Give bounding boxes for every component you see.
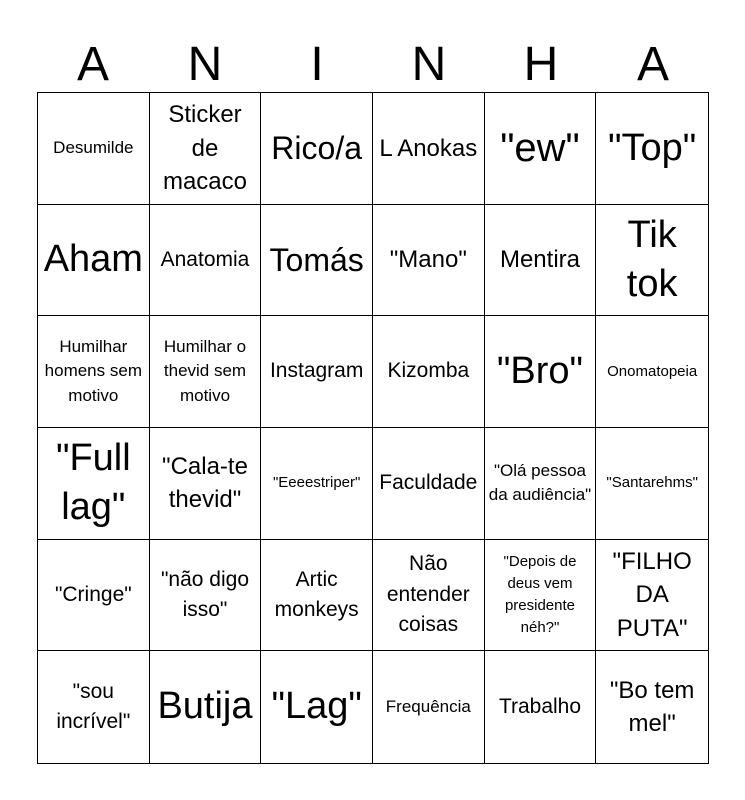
bingo-cell xyxy=(261,651,373,763)
cell-text: "sou incrível" xyxy=(56,679,131,734)
cell-text: "Cala-te thevid" xyxy=(162,452,248,514)
bingo-cell xyxy=(150,428,262,540)
cell-text: Trabalho xyxy=(498,694,582,718)
bingo-cell xyxy=(485,428,597,540)
bingo-cell xyxy=(485,93,597,205)
bingo-cell xyxy=(596,651,708,763)
cell-text: L Anokas xyxy=(379,134,478,162)
cell-text: "Bro" xyxy=(496,349,584,392)
header-letter: H xyxy=(523,38,559,91)
bingo-cell xyxy=(596,205,708,317)
bingo-cell xyxy=(150,93,262,205)
bingo-cell xyxy=(150,316,262,428)
cell-text: Sticker de macaco xyxy=(162,100,248,196)
cell-text: Kizomba xyxy=(387,359,470,383)
cell-text: Desumilde xyxy=(53,138,134,157)
bingo-cell xyxy=(261,93,373,205)
bingo-cell xyxy=(596,316,708,428)
bingo-cell xyxy=(261,205,373,317)
header-letter: N xyxy=(187,38,223,91)
cell-text: Humilhar homens sem motivo xyxy=(44,336,142,405)
bingo-cell xyxy=(596,428,708,540)
bingo-header xyxy=(37,38,709,92)
cell-text: "Lag" xyxy=(271,685,362,728)
cell-text: Instagram xyxy=(269,359,364,383)
cell-text: "Full lag" xyxy=(55,436,131,529)
bingo-cell xyxy=(373,93,485,205)
bingo-cell xyxy=(596,540,708,652)
bingo-cell xyxy=(373,316,485,428)
cell-text: "Depois de deus vem presidente néh?" xyxy=(503,553,577,636)
cell-text: Tik tok xyxy=(626,213,678,305)
cell-text: Artic monkeys xyxy=(274,567,359,621)
bingo-cell xyxy=(373,651,485,763)
bingo-cell xyxy=(38,205,150,317)
cell-text: "FILHO DA PUTA" xyxy=(612,547,692,642)
cell-text: Mentira xyxy=(499,246,580,274)
cell-text: Anatomia xyxy=(160,247,250,271)
bingo-cell xyxy=(485,316,597,428)
header-letter: A xyxy=(76,38,109,91)
bingo-cell xyxy=(38,651,150,763)
cell-text: "Bo tem mel" xyxy=(609,676,695,738)
header-letter: N xyxy=(411,38,447,91)
bingo-cell xyxy=(373,205,485,317)
cell-text: "Olá pessoa da audiência" xyxy=(488,460,592,505)
cell-text: "ew" xyxy=(500,126,580,171)
cell-text: Onomatopeia xyxy=(607,362,698,380)
bingo-cell xyxy=(38,540,150,652)
cell-text: "Top" xyxy=(608,126,697,169)
bingo-cell xyxy=(596,93,708,205)
cell-text: Não entender coisas xyxy=(386,552,470,637)
cell-text: Frequência xyxy=(385,696,471,716)
bingo-cell xyxy=(38,428,150,540)
cell-text: Butija xyxy=(157,685,253,728)
cell-text: "não digo isso" xyxy=(160,567,249,621)
cell-text: Humilhar o thevid sem motivo xyxy=(163,336,247,405)
cell-text: Faculdade xyxy=(379,471,478,495)
cell-text: "Santarehms" xyxy=(606,474,698,492)
bingo-cell xyxy=(150,205,262,317)
cell-text: "Cringe" xyxy=(54,582,132,606)
cell-text: Rico/a xyxy=(271,130,362,167)
bingo-cell xyxy=(150,651,262,763)
cell-text: Tomás xyxy=(269,241,364,278)
bingo-cell xyxy=(261,428,373,540)
cell-text: Aham xyxy=(43,238,143,281)
bingo-cell xyxy=(373,428,485,540)
header-letter: I xyxy=(310,38,324,91)
bingo-cell xyxy=(485,651,597,763)
bingo-board xyxy=(37,92,709,764)
bingo-cell xyxy=(373,540,485,652)
bingo-cell xyxy=(261,316,373,428)
bingo-cell xyxy=(150,540,262,652)
header-letter: A xyxy=(636,38,669,91)
bingo-cell xyxy=(38,93,150,205)
cell-text: "Eeeestriper" xyxy=(272,474,361,492)
bingo-cell xyxy=(485,540,597,652)
cell-text: "Mano" xyxy=(389,246,467,274)
bingo-cell xyxy=(485,205,597,317)
bingo-cell xyxy=(38,316,150,428)
bingo-cell xyxy=(261,540,373,652)
